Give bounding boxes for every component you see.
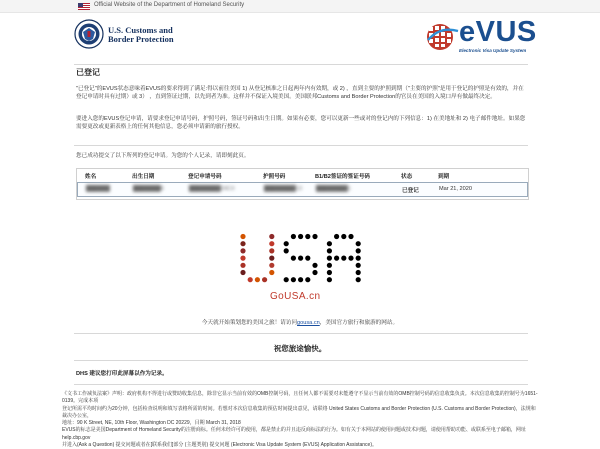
column-header-expiry: 到期 [438, 174, 450, 180]
column-header-app-number: 登记申请号码 [188, 174, 222, 180]
footer-line: EVUS的标志是美国Department of Homeland Security的注册商标。任何未经许可的使用，都是禁止的并且违反商标法的行为。如有关于本网站的使用问题或技术问题，请使用帮助功能、或联系至电子邮箱，网址help.cbp.gov [62, 427, 526, 441]
usa-logo-dot [356, 241, 361, 246]
evus-logo-text: eVUS [459, 16, 537, 48]
site-header [0, 13, 600, 63]
usa-logo-dot [240, 241, 245, 246]
wish-divider [74, 360, 528, 361]
gousa-logo[interactable] [236, 233, 364, 295]
usa-logo-dot [305, 256, 310, 261]
evus-subtitle: Electronic Visa Update System [459, 48, 527, 53]
cell-visa: ████████1 [316, 186, 351, 192]
column-header-passport: 护照号码 [263, 174, 286, 180]
cell-dob: ███████6 [133, 186, 164, 192]
usa-logo-dot [312, 234, 317, 239]
evus-logo[interactable] [459, 16, 537, 49]
usa-logo-dot [348, 234, 353, 239]
cell-name: ██████ [86, 186, 110, 192]
usa-logo-dot [305, 277, 310, 282]
usa-logo-dot [356, 270, 361, 275]
column-header-name: 姓名 [85, 174, 97, 180]
gousa-link[interactable]: gousa.cn [297, 320, 320, 326]
usa-logo-dot [298, 234, 303, 239]
usa-logo-dot [348, 256, 353, 261]
usa-logo-dot [341, 256, 346, 261]
usa-logo-dot [327, 277, 332, 282]
print-recommendation: DHS 建议您打印此屏幕以作为记录。 [76, 371, 168, 377]
usa-logo-dot [269, 270, 274, 275]
usa-logo-dot [327, 270, 332, 275]
usa-logo-dot [291, 256, 296, 261]
update-instructions: 要进入您的EVUS登记申请，请要求登记申请号码，护照号码，签证号码和出生日期。如果有必要，您可以更新一些或对的登记内的下列信息：1) 在美地址和 2) 电子邮件地址。如果您需要更改或更新表格上的任何其他信息，您必须申请新的旅行授权。 [76, 116, 526, 130]
usa-logo-dot [334, 234, 339, 239]
column-header-status: 状态 [401, 174, 413, 180]
usa-logo-dot [327, 248, 332, 253]
usa-logo-dot [291, 277, 296, 282]
usa-logo-dot [356, 263, 361, 268]
footer [62, 391, 538, 449]
page-title: 已登记 [76, 68, 100, 77]
usa-logo-dot [298, 277, 303, 282]
header-divider [74, 64, 528, 65]
registration-table [76, 168, 529, 200]
usa-logo-dot [327, 241, 332, 246]
usa-logo-dot [240, 248, 245, 253]
column-header-dob: 出生日期 [132, 174, 155, 180]
gousa-site-name: GoUSA.cn [270, 291, 321, 302]
tagline-text: 今天就开始策划您的美国之旅！请访问 [201, 320, 298, 326]
usa-logo-dot [356, 277, 361, 282]
cell-expiry: Mar 21, 2020 [439, 186, 472, 192]
bon-voyage-message: 祝您旅途愉快。 [273, 344, 327, 353]
status-explanation: "已登记"的EVUS状态意味着EVUS的要求得到了满足:得以前往美国 1) 从登记核准之日起两年内有效期，或 2) ，直到主要的护照到期（"主要的护照"是用于登记的护照是有效的，并在登记申请时具有过期）或 3） ，直到签证过期，以先到者为准。这样并不保证入境美国。美国联邦Customs and Border Protection的官员在美国的入境口岸有做最终决定。 [76, 86, 524, 100]
column-header-visa: B1/B2签证的签证号码 [315, 174, 371, 180]
usa-logo-dot [240, 270, 245, 275]
usa-logo-dot [269, 248, 274, 253]
us-flag-icon [78, 3, 90, 10]
usa-logo-dot [269, 234, 274, 239]
footer-divider [74, 384, 528, 385]
usa-logo-dot [298, 256, 303, 261]
footer-line: 登记所需平均时间约为20分钟，包括检查说明和填写表格所需的时间。若想对本次信息收集的预估时间提出意见，请联络 United States Customs and Border Protection (U.S. Customs and Border Protection)，法规和裁决办公室， [62, 405, 536, 419]
usa-logo-dot [284, 248, 289, 253]
table-header-row [77, 169, 528, 181]
usa-logo-dot [284, 277, 289, 282]
travel-tagline [0, 318, 600, 326]
usa-logo-dot [269, 263, 274, 268]
usa-logo-dot [248, 277, 253, 282]
cell-app-number: ████████24CX [189, 186, 235, 192]
promo-divider [74, 333, 528, 334]
usa-logo-dot [327, 256, 332, 261]
usa-logo-dot [312, 263, 317, 268]
usa-logo-dot [284, 241, 289, 246]
footer-line: 《文书工作减负法案》声明：政府机构不得进行或赞助收集信息，除非它显示当前有效的OMB控制号码，且任何人都不需要对未能遵守不显示当前有效的OMB控制号码的信息收集负责。本次信息收集的控制号为1651-0139。完成本项 [62, 391, 538, 405]
table-row [77, 182, 528, 197]
usa-logo-dot [240, 256, 245, 261]
usa-logo-dot [356, 248, 361, 253]
usa-logo-dot [255, 277, 260, 282]
usa-logo-dot [356, 256, 361, 261]
usa-logo-dot [269, 241, 274, 246]
footer-line: 地址：90 K Street, NE, 10th Floor, Washington DC 20229，目期 March 31, 2018 [62, 420, 241, 427]
tagline-suffix: ，美国官方旅行和旅游的网站。 [319, 320, 399, 326]
official-banner-text: Official Website of the Department of Homeland Security [94, 2, 245, 8]
usa-logo-dot [334, 256, 339, 261]
usa-logo-dot [327, 263, 332, 268]
agency-name[interactable] [108, 26, 174, 44]
footer-line: 并进入(Ask a Question) 提交问题或者在[联系我们]部分 (主题类别) 提交问题 (Electronic Visa Update System (EVUS) Application Assistance)。 [62, 442, 377, 449]
usa-logo-dot [305, 234, 310, 239]
section-divider [74, 145, 528, 146]
usa-logo-dot [240, 234, 245, 239]
cell-status: 已登记 [402, 188, 419, 194]
agency-name-line1: U.S. Customs and [108, 25, 173, 35]
usa-logo-dot [240, 263, 245, 268]
usa-logo-dot [262, 277, 267, 282]
usa-logo-dot [269, 256, 274, 261]
usa-logo-dot [291, 234, 296, 239]
dhs-seal-icon[interactable] [74, 19, 104, 49]
official-banner [0, 0, 600, 13]
table-caption: 您已成功提交了以下所列的登记申请。为您的个人记录，请即刻此页。 [76, 153, 250, 159]
usa-logo-dot [312, 270, 317, 275]
cell-passport: ████████13 [264, 186, 302, 192]
usa-logo-dot [341, 234, 346, 239]
agency-name-line2: Border Protection [108, 34, 174, 44]
